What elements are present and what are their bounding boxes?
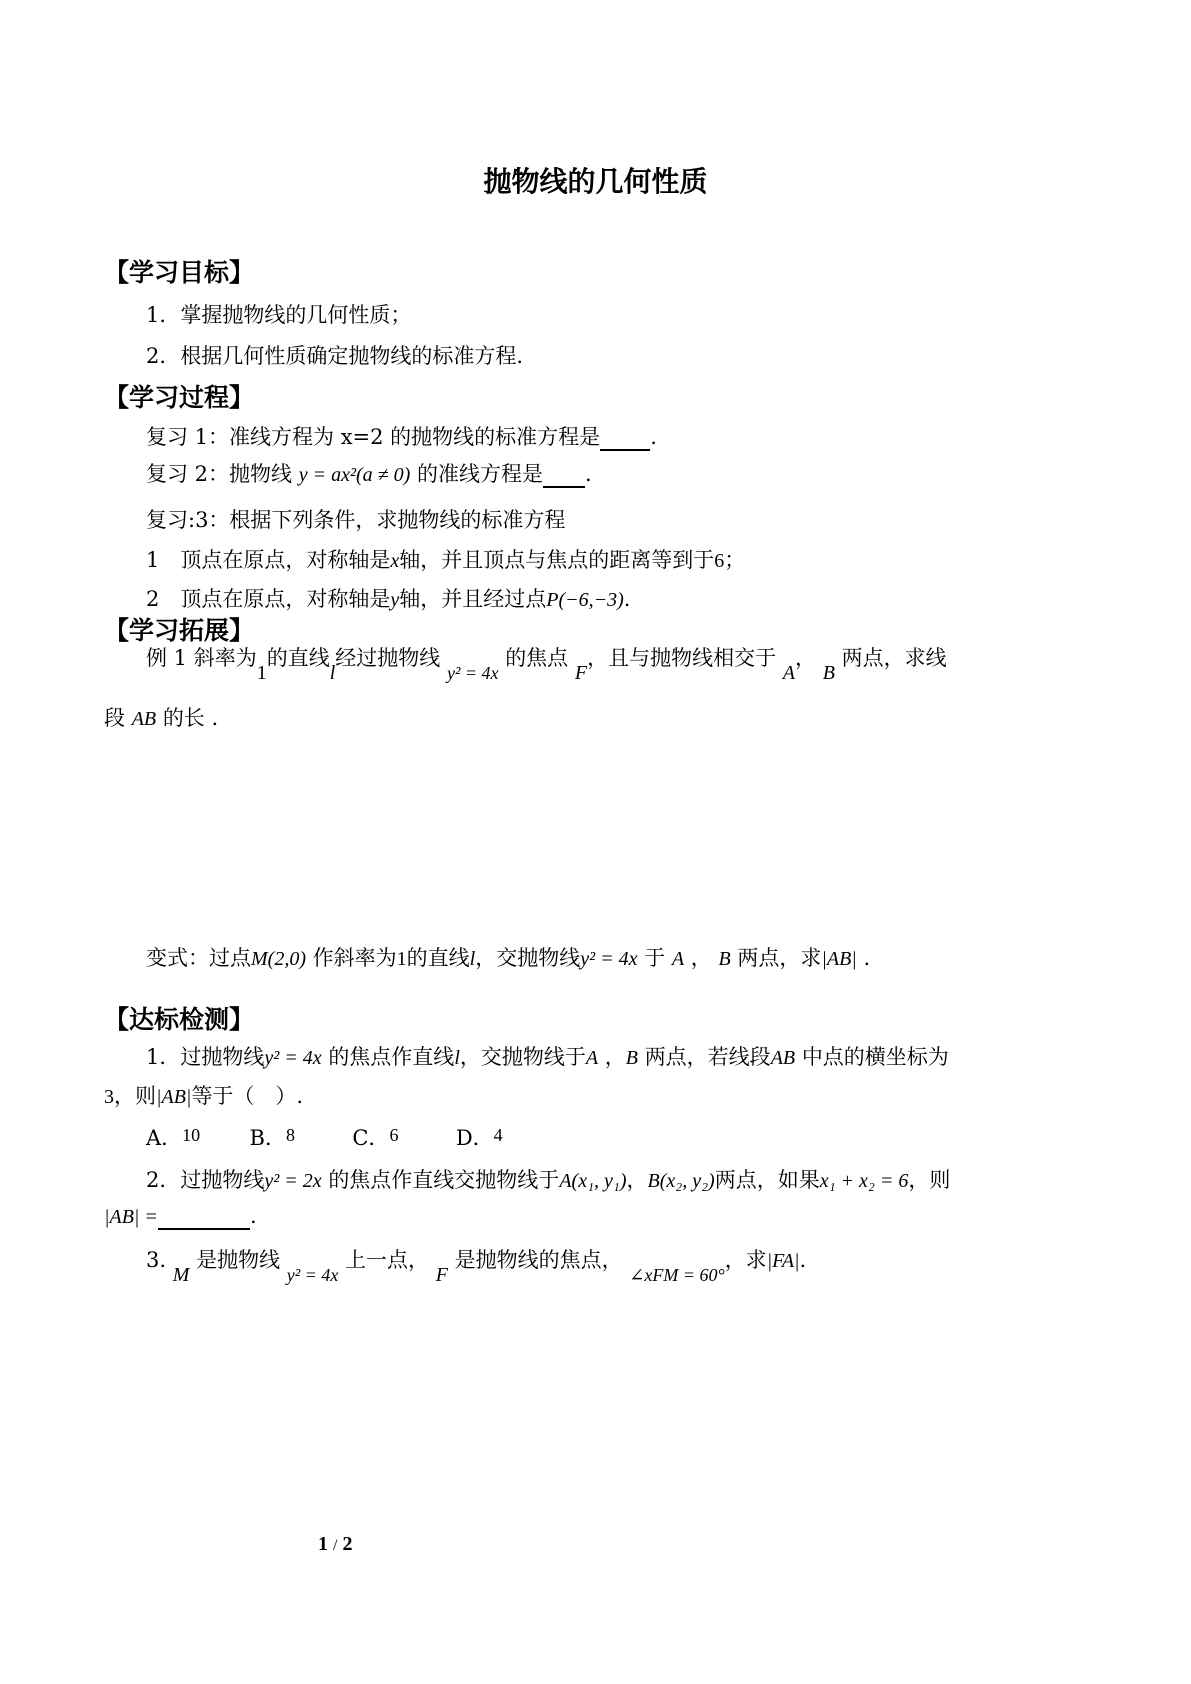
example-text: 的长 . (162, 706, 219, 730)
question-text: 是抛物线 (196, 1248, 281, 1272)
math-x: x (390, 550, 400, 572)
math-number: 6 (714, 550, 725, 572)
math-line-l: l (454, 1047, 460, 1069)
variant-problem (146, 942, 870, 972)
question-text: 两点，若线段 (644, 1045, 771, 1069)
math-slope: 1 (256, 662, 267, 684)
math-abs-AB: |AB| (821, 948, 857, 970)
math-abs-AB: |AB| = (104, 1206, 158, 1228)
math-point-A: A (585, 1047, 599, 1069)
variant-text: 的直线 (406, 946, 470, 970)
example-1-line-1 (146, 642, 947, 684)
period: . (584, 462, 592, 486)
question-text: 2．过抛物线 (146, 1168, 265, 1192)
math-point-B: B(x₂, y₂) (647, 1170, 715, 1192)
review-3: 复习:3：根据下列条件，求抛物线的标准方程 (146, 508, 566, 532)
question-text: . (799, 1248, 807, 1272)
item-text: 轴，并且顶点与焦点的距离等到于 (399, 548, 715, 572)
example-text: 例 1 斜率为 (146, 646, 257, 670)
math-y: y (390, 589, 400, 611)
option-label: C． (352, 1126, 390, 1150)
question-2-line-2 (104, 1204, 257, 1230)
option-b[interactable] (250, 1126, 295, 1150)
review-1-text: 复习 1：准线方程为 x=2 的抛物线的标准方程是 (146, 425, 601, 449)
page-title: 抛物线的几何性质 (483, 165, 708, 198)
math-slope: 1 (396, 948, 407, 970)
objective-item: 2．根据几何性质确定抛物线的标准方程. (146, 344, 524, 368)
review-2-text: 复习 2：抛物线 (146, 462, 293, 486)
review-2-text-end: 的准线方程是 (416, 462, 543, 486)
option-value: 6 (389, 1125, 399, 1145)
math-segment-AB: AB (131, 708, 157, 730)
answer-blank (543, 462, 585, 488)
question-text: ，则 (114, 1084, 156, 1108)
option-value: 10 (182, 1125, 201, 1145)
example-text: 的焦点 (505, 646, 569, 670)
option-label: A． (146, 1126, 183, 1150)
question-text: 中点的横坐标为 (801, 1045, 949, 1069)
example-text: ，且与抛物线相交于 (587, 646, 777, 670)
math-line-l: l (329, 662, 336, 684)
question-text: ，求 (724, 1248, 767, 1272)
math-focus-F: F (574, 662, 588, 684)
math-number: 3 (104, 1086, 114, 1108)
example-text: 两点，求线 (841, 646, 947, 670)
question-1-options (146, 1122, 503, 1152)
math-point-A: A(x₁, y₁) (559, 1170, 627, 1192)
review-3-item-2 (146, 583, 630, 613)
math-sum: x₁ + x₂ = 6 (819, 1170, 909, 1192)
question-text: ， (604, 1045, 626, 1069)
math-abs-AB: |AB| (156, 1086, 192, 1108)
option-label: D． (455, 1126, 494, 1150)
example-text: 段 (104, 706, 125, 730)
review-2 (146, 458, 592, 488)
question-text: 是抛物线的焦点， (454, 1248, 623, 1272)
math-point-B: B (822, 662, 835, 684)
option-a[interactable] (146, 1126, 200, 1150)
variant-text: 变式：过点 (146, 946, 251, 970)
page-number (318, 1533, 352, 1556)
math-line-l: l (469, 948, 476, 970)
review-1 (146, 421, 657, 451)
math-angle: ∠xFM = 60° (629, 1265, 725, 1285)
current-page: 1 (318, 1533, 328, 1555)
variant-text: 于 (644, 946, 666, 970)
question-text: 上一点， (345, 1248, 429, 1272)
question-text: 的焦点作直线 (328, 1045, 455, 1069)
math-parabola: y² = 4x (264, 1047, 322, 1069)
example-text: 的直线 (266, 646, 330, 670)
option-c[interactable] (352, 1126, 398, 1150)
variant-text: ，交抛物线 (475, 946, 581, 970)
objective-item: 1．掌握抛物线的几何性质； (146, 303, 412, 327)
period: . (650, 425, 657, 449)
option-label: B． (249, 1126, 286, 1150)
answer-blank (158, 1204, 250, 1230)
item-text: 轴，并且经过点 (399, 587, 547, 611)
math-point: P(−6,−3) (546, 589, 624, 611)
math-point-B: B (625, 1047, 638, 1069)
question-text: ，则 (908, 1168, 951, 1192)
total-pages: 2 (342, 1533, 353, 1555)
question-text: ，交抛物线于 (459, 1045, 586, 1069)
question-text: 1．过抛物线 (146, 1045, 265, 1069)
math-parabola: y² = 2x (264, 1170, 322, 1192)
math-point-M: M (172, 1264, 190, 1286)
question-1-line-2 (104, 1080, 303, 1110)
item-text: 1 顶点在原点，对称轴是 (146, 548, 391, 572)
math-point-B: B (718, 948, 731, 970)
item-text: . (623, 587, 631, 611)
example-text: 经过抛物线 (335, 646, 441, 670)
math-focus-F: F (435, 1264, 448, 1286)
math-parabola: y² = 4x (446, 663, 499, 683)
parabola-equation: y = ax²(a ≠ 0) (298, 464, 411, 486)
variant-text: 两点，求 (737, 946, 822, 970)
question-text: 的焦点作直线交抛物线于 (328, 1168, 560, 1192)
math-point-A: A (671, 948, 685, 970)
question-text: 等于（ ）. (191, 1084, 304, 1108)
question-2-line-1 (146, 1164, 950, 1194)
option-value: 8 (285, 1125, 295, 1145)
option-d[interactable] (456, 1126, 503, 1150)
example-text: ， (795, 646, 816, 670)
question-text: 两点，如果 (714, 1168, 820, 1192)
review-3-item-1 (146, 544, 745, 574)
variant-text: . (863, 946, 871, 970)
math-point-A: A (782, 662, 795, 684)
question-3 (146, 1244, 807, 1286)
section-heading-process: 【学习过程】 (104, 383, 255, 412)
period: . (249, 1204, 257, 1228)
question-1-line-1 (146, 1041, 949, 1071)
answer-blank (600, 425, 650, 451)
section-heading-extension: 【学习拓展】 (104, 616, 255, 645)
math-parabola: y² = 4x (286, 1265, 339, 1285)
math-point-M: M(2,0) (251, 948, 306, 970)
math-segment-AB: AB (770, 1047, 796, 1069)
math-abs-FA: |FA| (766, 1250, 800, 1272)
option-value: 4 (493, 1125, 503, 1145)
question-text: 3. (146, 1248, 167, 1272)
item-text: 2 顶点在原点，对称轴是 (146, 587, 391, 611)
section-heading-check: 【达标检测】 (104, 1005, 255, 1034)
page-separator: / (333, 1537, 338, 1554)
math-parabola: y² = 4x (580, 948, 638, 970)
item-text: ； (724, 548, 746, 572)
variant-text: 作斜率为 (312, 946, 397, 970)
section-heading-objectives: 【学习目标】 (104, 258, 255, 287)
variant-text: ， (690, 946, 712, 970)
question-text: ， (626, 1168, 648, 1192)
example-1-line-2 (104, 702, 218, 732)
